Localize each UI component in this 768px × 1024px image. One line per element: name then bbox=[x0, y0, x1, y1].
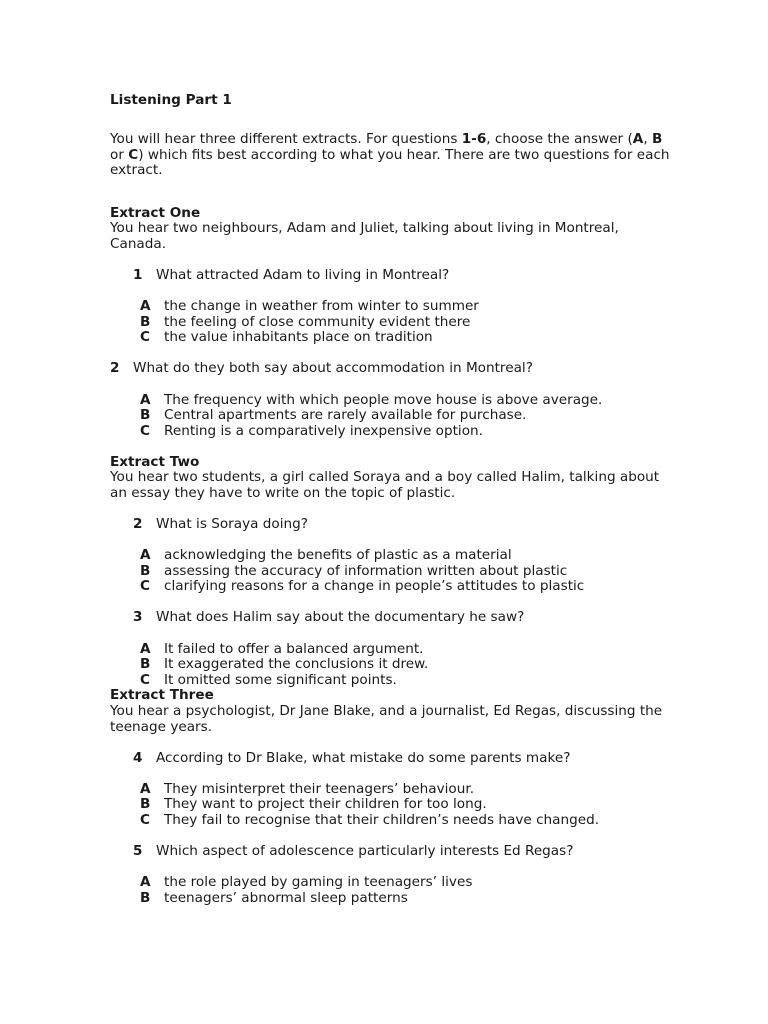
answer-option[interactable] bbox=[140, 424, 670, 440]
answer-option[interactable] bbox=[140, 642, 670, 658]
answer-option[interactable] bbox=[140, 330, 670, 346]
question-item bbox=[110, 610, 670, 626]
option-letter: C bbox=[140, 671, 150, 688]
option-text: the value inhabitants place on tradition bbox=[164, 329, 433, 346]
option-text: The frequency with which people move house is above average. bbox=[164, 391, 603, 408]
option-letter-a: A bbox=[632, 131, 644, 147]
extract-description: You hear two neighbours, Adam and Juliet, talking about living in Montreal, Canada. bbox=[110, 220, 619, 252]
answer-option[interactable] bbox=[140, 875, 670, 891]
question-text: What is Soraya doing? bbox=[156, 516, 308, 533]
question-range: 1-6 bbox=[461, 131, 487, 147]
extract-description: You hear a psychologist, Dr Jane Blake, and a journalist, Ed Regas, discussing the teenage years. bbox=[110, 702, 663, 735]
answer-option[interactable] bbox=[140, 813, 670, 829]
option-text: They misinterpret their teenagers’ behaviour. bbox=[164, 780, 475, 797]
option-letter: C bbox=[140, 578, 150, 595]
question-number: 4 bbox=[133, 749, 143, 766]
option-text: teenagers’ abnormal sleep patterns bbox=[164, 889, 408, 906]
instructions-text: ) which fits best according to what you hear. There are two questions for each extract. bbox=[110, 146, 670, 179]
answer-option[interactable] bbox=[140, 548, 670, 564]
question-text: Which aspect of adolescence particularly interests Ed Regas? bbox=[156, 843, 574, 859]
answer-option[interactable] bbox=[140, 891, 670, 907]
answer-option[interactable] bbox=[140, 579, 670, 595]
extract-title: Extract Three bbox=[110, 687, 214, 704]
extract-title: Extract Two bbox=[110, 453, 200, 470]
answer-option[interactable] bbox=[140, 564, 670, 580]
answer-options bbox=[110, 782, 670, 829]
option-text: They fail to recognise that their children’s needs have changed. bbox=[164, 811, 600, 828]
option-text: the role played by gaming in teenagers’ lives bbox=[164, 874, 473, 891]
option-text: the change in weather from winter to summer bbox=[164, 298, 479, 315]
option-letter: C bbox=[140, 329, 150, 346]
question-item bbox=[110, 751, 670, 767]
option-letter: A bbox=[140, 547, 151, 564]
option-text: acknowledging the benefits of plastic as a material bbox=[164, 547, 512, 564]
option-letter: A bbox=[140, 780, 151, 797]
answer-options bbox=[110, 875, 670, 906]
option-text: It failed to offer a balanced argument. bbox=[164, 640, 424, 657]
answer-option[interactable] bbox=[140, 797, 670, 813]
question-number: 1 bbox=[133, 267, 143, 284]
question-text: What attracted Adam to living in Montreal? bbox=[156, 267, 450, 284]
answer-options bbox=[110, 299, 670, 346]
instructions-text: or bbox=[110, 146, 129, 163]
question-item bbox=[110, 268, 670, 284]
answer-option[interactable] bbox=[140, 782, 670, 798]
answer-option[interactable] bbox=[140, 657, 670, 673]
question-item bbox=[110, 517, 670, 533]
answer-options bbox=[110, 393, 670, 440]
question-number: 2 bbox=[110, 360, 120, 377]
question-number: 5 bbox=[133, 843, 143, 859]
question-number: 2 bbox=[133, 516, 143, 533]
option-letter: B bbox=[140, 656, 151, 673]
option-letter: A bbox=[140, 640, 151, 657]
option-text: Central apartments are rarely available for purchase. bbox=[164, 407, 527, 424]
option-text: They want to project their children for too long. bbox=[164, 796, 487, 813]
instructions bbox=[110, 132, 670, 179]
option-letter: C bbox=[140, 422, 150, 439]
option-letter: A bbox=[140, 391, 151, 408]
question-item bbox=[110, 361, 670, 377]
option-text: the feeling of close community evident there bbox=[164, 313, 471, 330]
question-text: What does Halim say about the documentary he saw? bbox=[156, 609, 525, 626]
extract-title: Extract One bbox=[110, 204, 201, 221]
question-item bbox=[110, 844, 670, 860]
answer-option[interactable] bbox=[140, 299, 670, 315]
answer-options bbox=[110, 642, 670, 689]
answer-option[interactable] bbox=[140, 315, 670, 331]
option-text: assessing the accuracy of information written about plastic bbox=[164, 562, 568, 579]
option-letter: B bbox=[140, 407, 151, 424]
extract-one bbox=[110, 206, 670, 455]
option-letter: C bbox=[140, 811, 150, 828]
answer-option[interactable] bbox=[140, 408, 670, 424]
option-letter: A bbox=[140, 298, 151, 315]
document-page bbox=[110, 93, 670, 906]
question-number: 3 bbox=[133, 609, 143, 626]
question-text: What do they both say about accommodation in Montreal? bbox=[133, 360, 533, 377]
question-text: According to Dr Blake, what mistake do some parents make? bbox=[156, 749, 571, 766]
option-letter-b: B bbox=[651, 131, 663, 147]
option-letter: B bbox=[140, 889, 151, 906]
option-letter: B bbox=[140, 313, 151, 330]
option-letter: B bbox=[140, 796, 151, 813]
option-letter-c: C bbox=[128, 146, 139, 163]
answer-option[interactable] bbox=[140, 393, 670, 409]
option-text: clarifying reasons for a change in people’s attitudes to plastic bbox=[164, 578, 585, 595]
extract-description: You hear two students, a girl called Soraya and a boy called Halim, talking about an essay they have to write on the topic of plastic. bbox=[110, 469, 660, 501]
option-letter: A bbox=[140, 874, 151, 891]
extract-two bbox=[110, 455, 670, 689]
answer-options bbox=[110, 548, 670, 595]
instructions-text: , choose the answer ( bbox=[486, 131, 633, 147]
option-letter: B bbox=[140, 562, 151, 579]
extract-three bbox=[110, 688, 670, 906]
option-text: It omitted some significant points. bbox=[164, 671, 397, 688]
instructions-text: , bbox=[643, 131, 652, 147]
answer-option[interactable] bbox=[140, 673, 670, 689]
option-text: It exaggerated the conclusions it drew. bbox=[164, 656, 429, 673]
page-title: Listening Part 1 bbox=[110, 92, 232, 108]
option-text: Renting is a comparatively inexpensive option. bbox=[164, 422, 483, 439]
instructions-text: You will hear three different extracts. For questions bbox=[110, 131, 462, 147]
